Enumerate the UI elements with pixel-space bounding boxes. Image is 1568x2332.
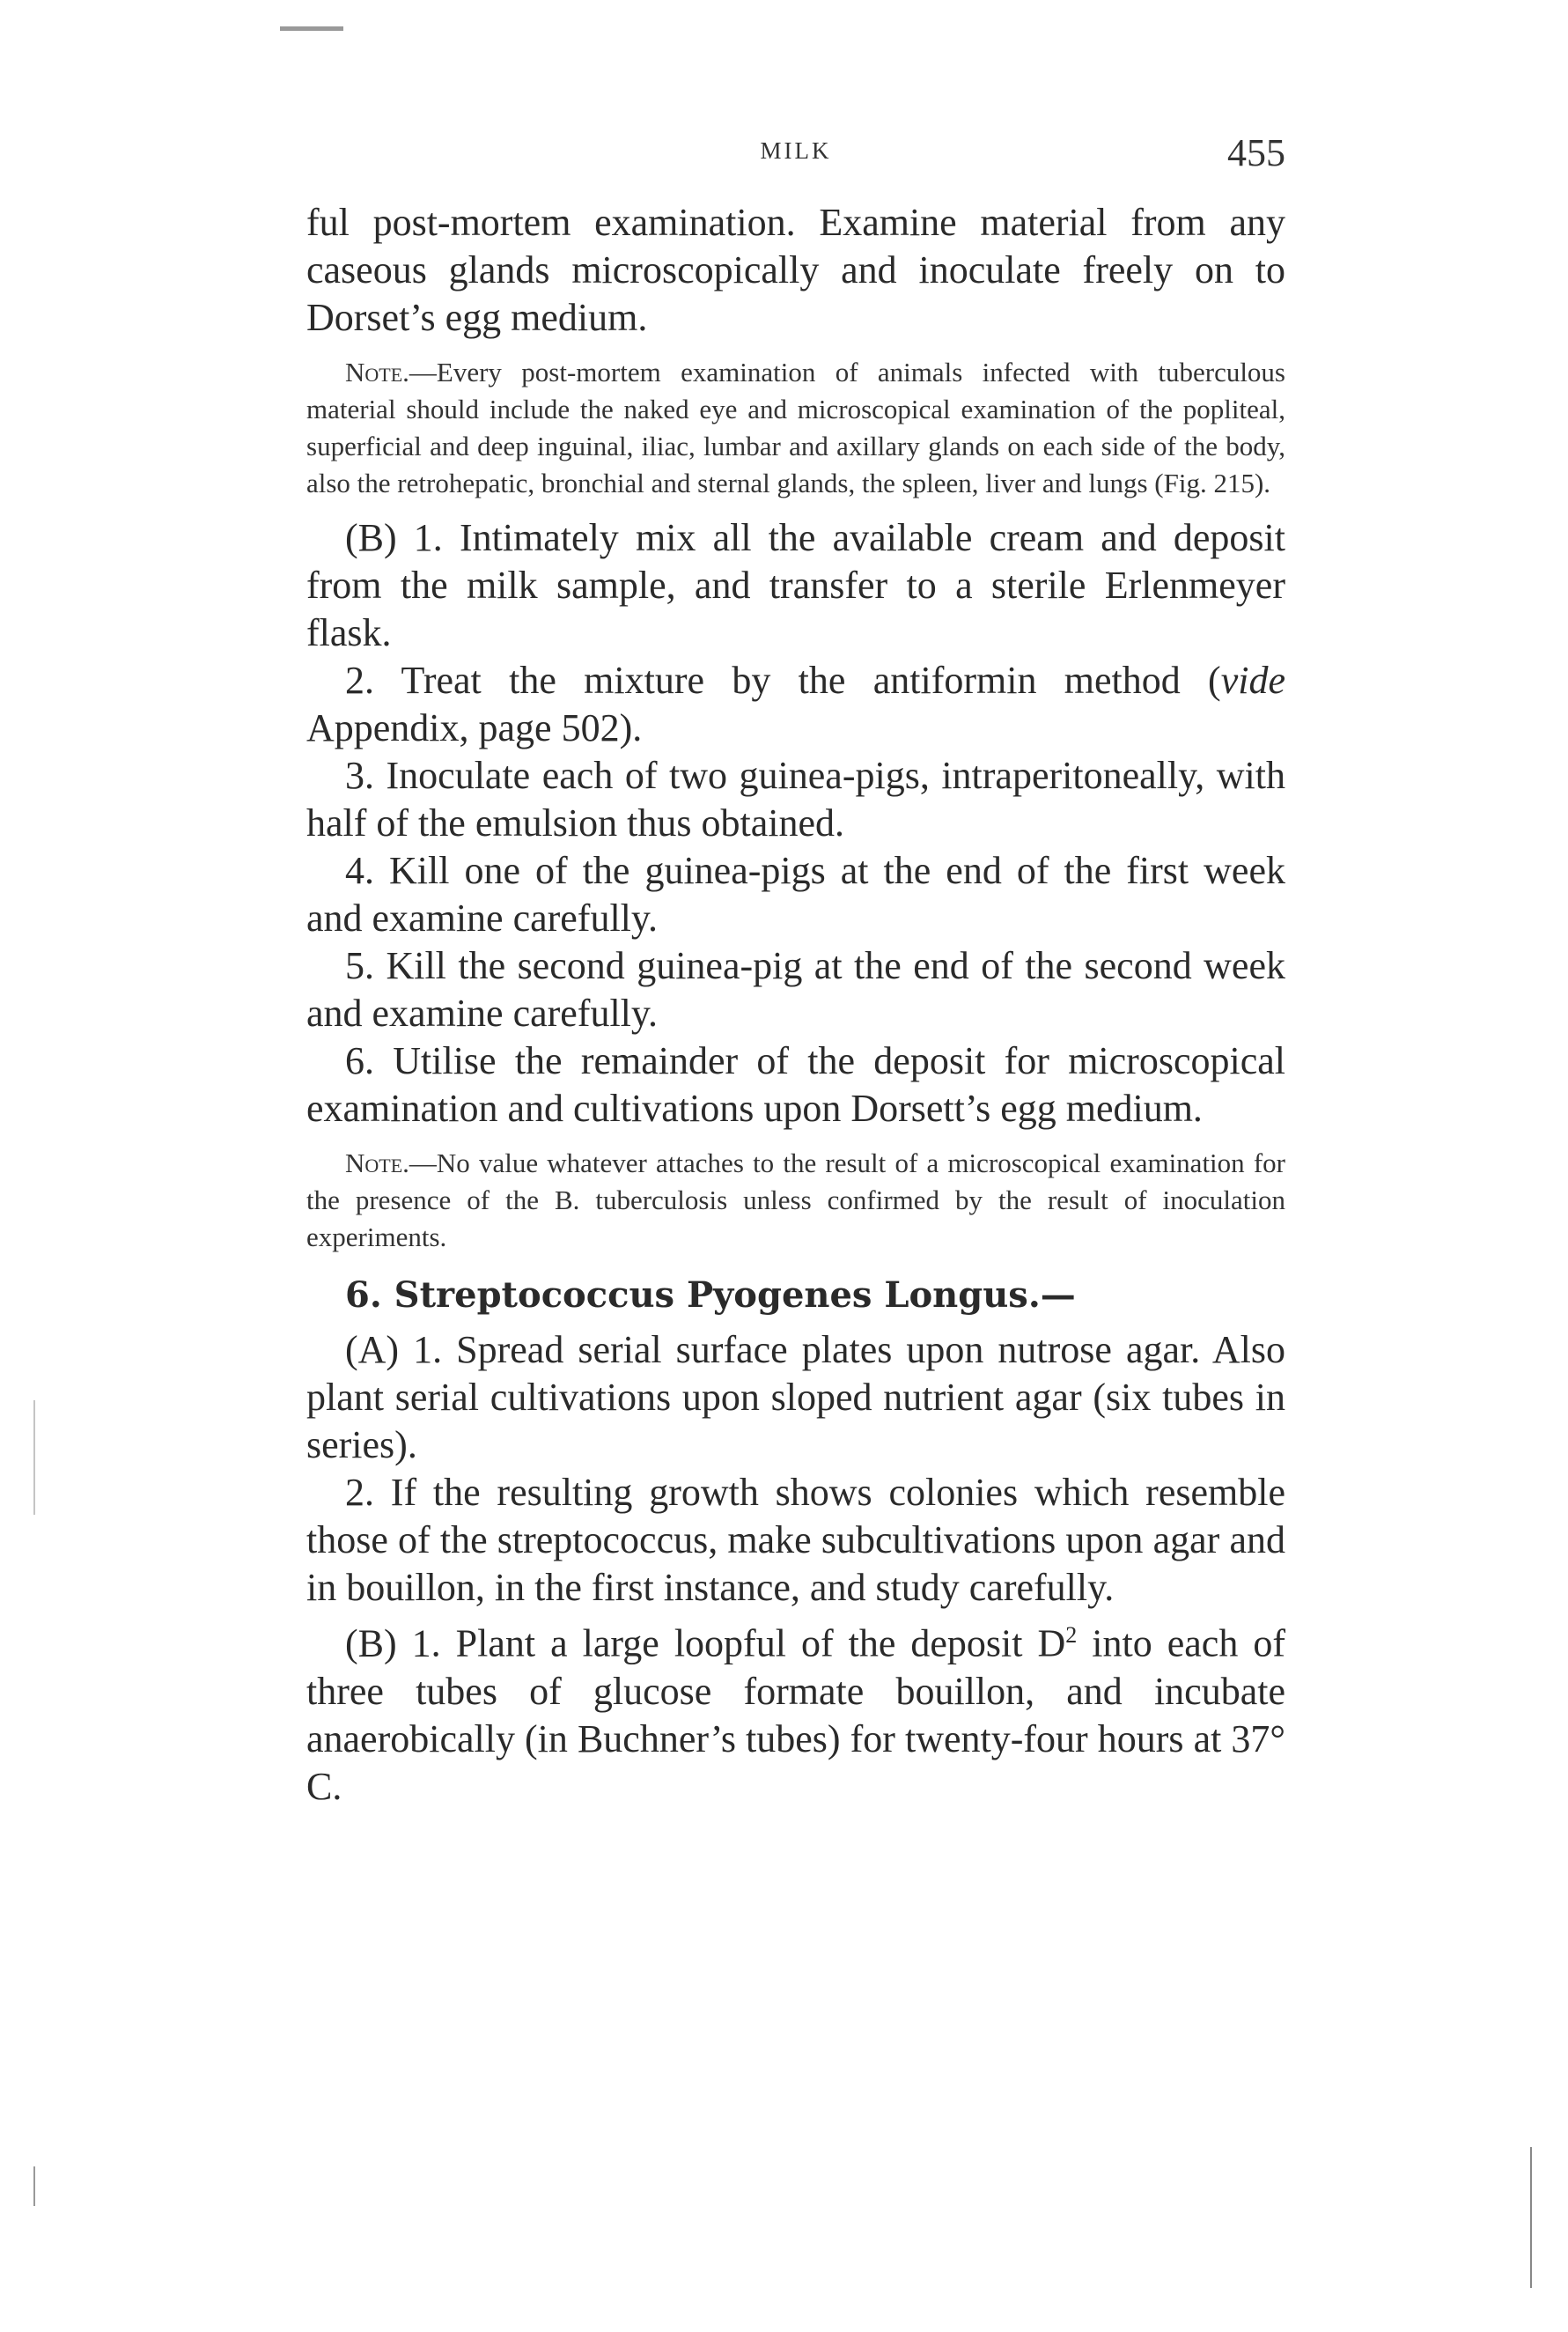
page-number: 455 <box>1227 131 1285 174</box>
note-text: —No value whatever attaches to the result of a microscopical examination for the presence of the B. tuberculosis unless confirmed by the result of inoculation experiments. <box>306 1148 1285 1252</box>
note-text: —Every post-mortem examination of animals infected with tuberculous material should include the naked eye and microscopical examination of the popliteal, superficial and deep inguinal, iliac, lumbar and axillary glands on each side of the body, also the retrohepatic, bronchial and sternal glands, the spleen, liver and lungs (Fig. 215). <box>306 357 1285 498</box>
step-b2-text: 2. Treat the mixture by the antiformin method ( <box>345 659 1221 702</box>
step-bb1 <box>306 1612 1285 1811</box>
step-bb1-text-end: into each of three tubes of glucose formate bouillon, and incubate anaerobically (in Buchner’s tubes) for twenty-four hours at 37° C. <box>306 1621 1285 1808</box>
step-b1: (B) 1. Intimately mix all the available cream and deposit from the milk sample, and transfer to a sterile Erlenmeyer flask. <box>306 516 1285 654</box>
step-b2-text-end: Appendix, page 502). <box>306 706 643 749</box>
section-heading: 6. Streptococcus Pyogenes Longus.— <box>345 1274 1076 1316</box>
margin-line-left <box>33 1400 35 1515</box>
step-b4: 4. Kill one of the guinea-pigs at the end of the first week and examine carefully. <box>306 849 1285 940</box>
margin-line-right <box>1530 2147 1532 2288</box>
note-microscopical-value <box>306 1145 1285 1256</box>
step-b3: 3. Inoculate each of two guinea-pigs, intraperitoneally, with half of the emulsion thus obtained. <box>306 754 1285 845</box>
step-a1: (A) 1. Spread serial surface plates upon nutrose agar. Also plant serial cultivations upon sloped nutrient agar (six tubes in series). <box>306 1328 1285 1466</box>
margin-line-left-lower <box>33 2166 35 2206</box>
step-a2: 2. If the resulting growth shows colonies which resemble those of the streptococcus, make subcultivations upon agar and in bouillon, in the first instance, and study carefully. <box>306 1471 1285 1609</box>
step-b5: 5. Kill the second guinea-pig at the end of the second week and examine carefully. <box>306 944 1285 1035</box>
running-title: MILK <box>760 137 832 164</box>
step-b2-italic: vide <box>1220 659 1285 702</box>
superscript: 2 <box>1065 1622 1078 1648</box>
note-label: Note. <box>345 357 409 387</box>
step-bb1-text: (B) 1. Plant a large loopful of the deposit D <box>345 1621 1066 1665</box>
body-text <box>306 199 1285 1811</box>
step-b2 <box>306 657 1285 752</box>
running-head <box>306 130 1285 183</box>
step-b6: 6. Utilise the remainder of the deposit for microscopical examination and cultivations upon Dorsett’s egg medium. <box>306 1039 1285 1130</box>
note-tuberculous-examination <box>306 354 1285 502</box>
note-label: Note. <box>345 1148 409 1178</box>
scan-smudge <box>280 26 343 31</box>
paragraph-continuation: ful post-mortem examination. Examine material from any caseous glands microscopically and inoculate freely on to Dorset’s egg medium. <box>306 201 1285 339</box>
